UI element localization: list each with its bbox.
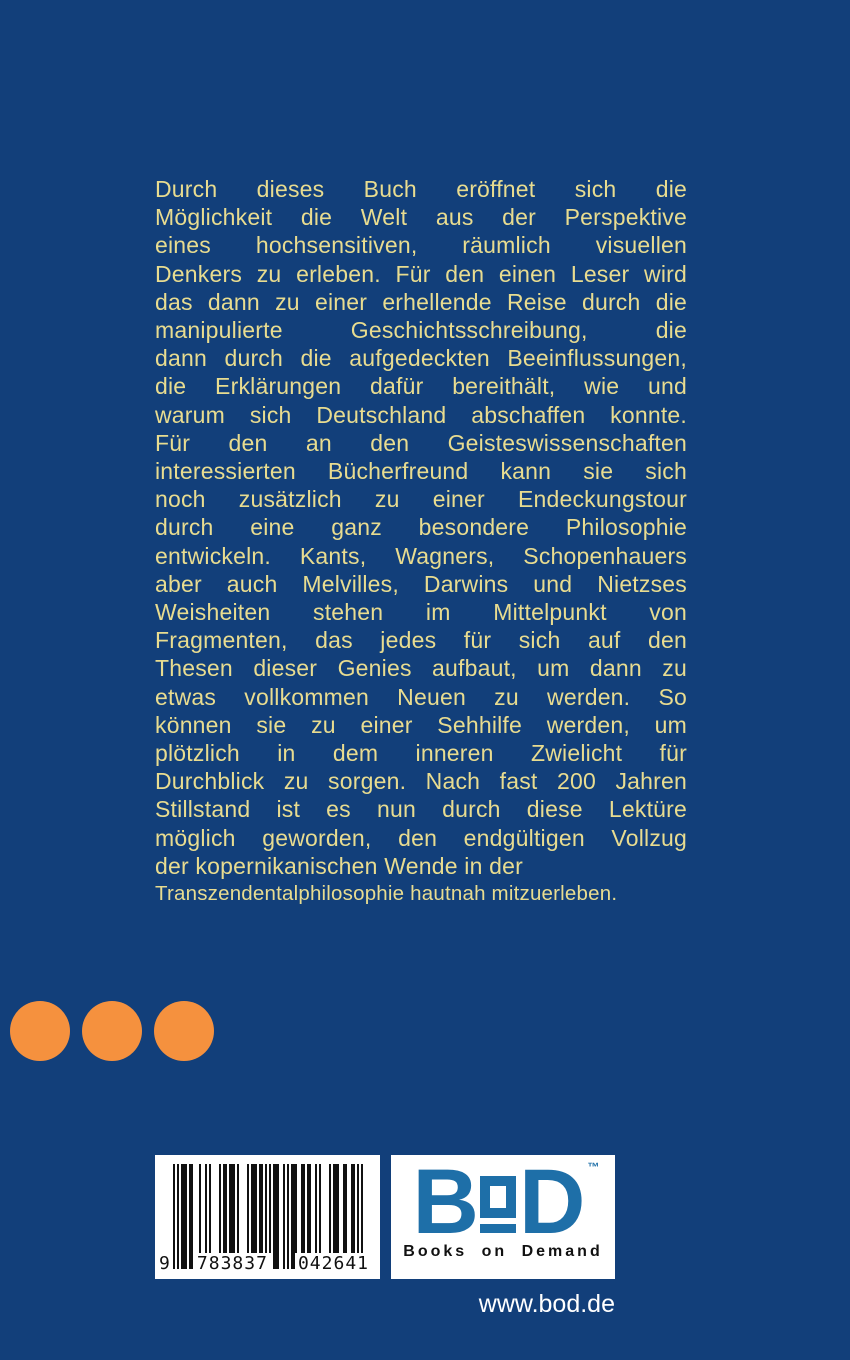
text-line: Möglichkeit die Welt aus der Perspektive — [155, 204, 687, 231]
bod-letter-d: D — [519, 1151, 584, 1253]
bod-letter-o-glyph — [480, 1164, 516, 1233]
text-line: interessierten Bücherfreund kann sie sich — [155, 458, 687, 485]
isbn-prefix-digit: 9 — [159, 1253, 170, 1274]
isbn-group-2: 042641 — [295, 1253, 372, 1274]
text-line: Fragmenten, das jedes für sich auf den — [155, 627, 687, 654]
dots-row — [10, 1001, 214, 1061]
bod-letter-b: B — [412, 1151, 477, 1253]
trademark-symbol: ™ — [587, 1160, 600, 1174]
text-line: Denkers zu erleben. Für den einen Leser wird — [155, 260, 687, 287]
text-line: plötzlich in dem inneren Zwielicht für — [155, 740, 687, 767]
orange-dot — [82, 1001, 142, 1061]
text-line: eines hochsensitiven, räumlich visuellen — [155, 232, 687, 259]
text-line: Durch dieses Buch eröffnet sich die — [155, 176, 687, 202]
orange-dot — [10, 1001, 70, 1061]
text-line: möglich geworden, den endgültigen Vollzug — [155, 824, 687, 851]
text-line: Stillstand ist es nun durch diese Lektüre — [155, 796, 687, 823]
bod-o-underline — [480, 1224, 516, 1233]
text-line: der kopernikanischen Wende in der — [155, 852, 524, 879]
text-line: können sie zu einer Sehhilfe werden, um — [155, 711, 687, 738]
bod-o-square — [480, 1176, 516, 1218]
text-line: manipulierte Geschichtsschreibung, die — [155, 317, 687, 344]
orange-dot — [154, 1001, 214, 1061]
text-line: warum sich Deutschland abschaffen konnte. — [155, 401, 687, 428]
text-line: dann durch die aufgedeckten Beeinflussungen, — [155, 345, 687, 372]
text-line: die Erklärungen dafür bereithält, wie und — [155, 373, 687, 400]
text-line: entwickeln. Kants, Wagners, Schopenhauers — [155, 542, 687, 569]
publisher-logo-panel — [391, 1151, 615, 1279]
isbn-group-1: 783837 — [194, 1253, 271, 1274]
text-line: Transzendentalphilosophie hautnah mitzuerleben. — [155, 882, 618, 906]
text-line: das dann zu einer erhellende Reise durch die — [155, 288, 687, 315]
text-line: Durchblick zu sorgen. Nach fast 200 Jahren — [155, 768, 687, 795]
back-cover-text — [155, 175, 687, 908]
text-line: etwas vollkommen Neuen zu werden. So — [155, 683, 687, 710]
barcode-digits — [159, 1253, 372, 1274]
text-line: Thesen dieser Genies aufbaut, um dann zu — [155, 655, 687, 682]
publisher-url: www.bod.de — [478, 1290, 615, 1318]
text-line: Weisheiten stehen im Mittelpunkt von — [155, 599, 687, 626]
text-line: durch eine ganz besondere Philosophie — [155, 514, 687, 541]
text-line: Für den an den Geisteswissenschaften — [155, 429, 687, 456]
text-line: aber auch Melvilles, Darwins und Nietzses — [155, 570, 687, 597]
barcode-panel — [155, 1155, 380, 1279]
publisher-tagline: Books on Demand — [403, 1243, 603, 1260]
text-line: noch zusätzlich zu einer Endeckungstour — [155, 486, 687, 513]
